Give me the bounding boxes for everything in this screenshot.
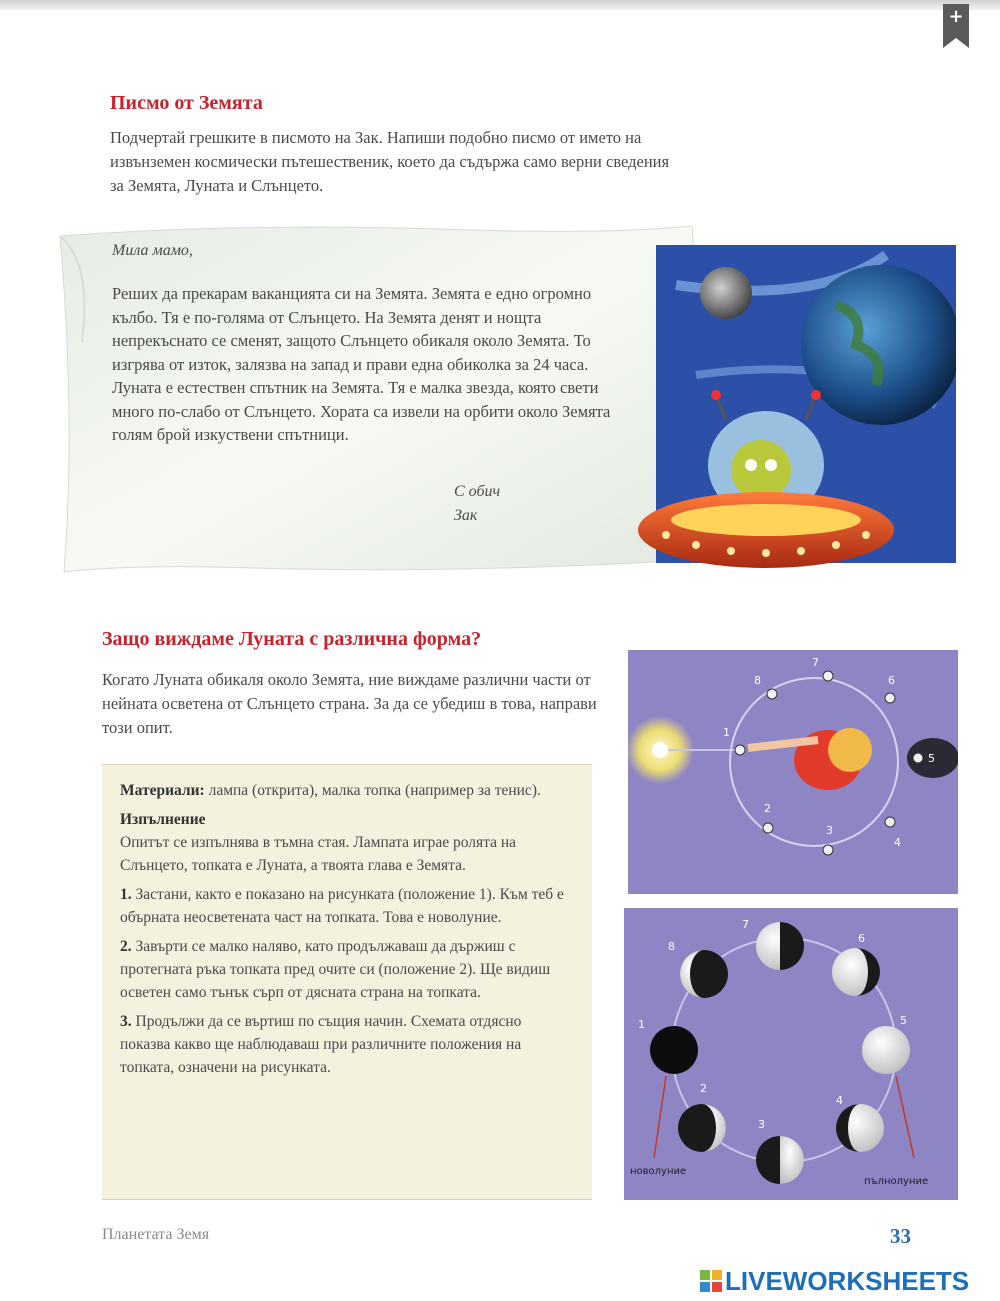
materials-text: лампа (открита), малка топка (например за тенис). [208, 782, 541, 799]
phase-number: 6 [858, 932, 865, 945]
letter-signature: Зак [454, 507, 478, 524]
moon-phases-figure [624, 908, 958, 1200]
top-shadow-bar [0, 0, 1000, 10]
step-text: Продължи да се въртиш по същия начин. Схемата отдясно показва какво ще наблюдаваш при различните положения на топката, означени на рисунката. [120, 1013, 522, 1076]
step-1 [120, 883, 574, 929]
section-title-letter: Писмо от Земята [110, 92, 263, 114]
letter-instructions: Подчертай грешките в писмото на Зак. Напиши подобно писмо от името на извънземен космически пътешественик, което да съдържа само верни сведения за Земята, Луната и Слънцето. [110, 128, 670, 195]
liveworksheets-brand[interactable] [700, 1266, 1000, 1296]
step-number: 1. [120, 886, 132, 903]
experiment-box [102, 764, 592, 1200]
position-label: 4 [894, 836, 901, 849]
section-title-moon-phases: Защо виждаме Луната с различна форма? [102, 628, 482, 650]
letter-body: Реших да прекарам ваканцията си на Земята. Земята е едно огромно кълбо. Тя е по-голяма от Слънцето. На Земята денят и нощта непрекъснато се сменят, защото Слънцето обикаля около Земята. То изгрява от изток, залязва на запад и прави една обиколка за 24 часа. Луната е естествен спътник на Земята. Тя е малка звезда, която свети много по-слабо от Слънцето. Хората са извели на орбити около Земята голям брой изкуствени спътници. [112, 284, 611, 444]
page-number: 33 [890, 1224, 911, 1248]
step-3 [120, 1010, 574, 1079]
step-2 [120, 935, 574, 1004]
position-label: 6 [888, 674, 895, 687]
letter-closing: С обич [454, 483, 501, 500]
letter-greeting: Мила мамо, [112, 242, 193, 259]
step-number: 2. [120, 938, 132, 955]
phase-number: 8 [668, 940, 675, 953]
space-ufo-illustration [636, 245, 956, 585]
procedure-intro: Опитът се изпълнява в тъмна стая. Лампата играе ролята на Слънцето, топката е Луната, а твоята глава е Земята. [120, 834, 517, 874]
phase-number: 7 [742, 918, 749, 931]
moon-phases-intro: Когато Луната обикаля около Земята, ние виждаме различни части от нейната осветена от Слънцето страна. За да се убедиш в това, направи този опит. [102, 670, 597, 737]
step-number: 3. [120, 1013, 132, 1030]
phase-number: 2 [700, 1082, 707, 1095]
position-label: 1 [723, 726, 730, 739]
materials-label: Материали: [120, 782, 205, 799]
experiment-setup-figure [628, 650, 958, 894]
plus-icon: + [948, 6, 964, 27]
full-moon-label: пълнолуние [864, 1176, 929, 1187]
brand-name: LIVEWORKSHEETS [725, 1266, 970, 1296]
liveworksheets-logo-icon [700, 1270, 722, 1292]
position-label: 3 [826, 824, 833, 837]
chapter-footer: Планетата Земя [102, 1226, 210, 1243]
add-bookmark-button[interactable] [943, 4, 969, 48]
position-label: 2 [764, 802, 771, 815]
procedure-title-row [120, 808, 574, 831]
phase-number: 1 [638, 1018, 645, 1031]
step-text: Застани, както е показано на рисунката (положение 1). Към теб е обърната неосветената част на топката. Това е новолуние. [120, 886, 564, 926]
letter-paper [52, 222, 702, 580]
phase-number: 3 [758, 1118, 765, 1131]
materials [120, 779, 574, 802]
procedure-title: Изпълнение [120, 811, 206, 828]
step-text: Завърти се малко наляво, като продължаваш да държиш с протегната ръка топката пред очите си (положение 2). Ще видиш осветен само тънък сърп от дясната страна на топката. [120, 938, 551, 1001]
phase-number: 4 [836, 1094, 843, 1107]
position-label: 8 [754, 674, 761, 687]
phase-number: 5 [900, 1014, 907, 1027]
new-moon-label: новолуние [630, 1166, 687, 1177]
position-label: 5 [928, 752, 935, 765]
position-label: 7 [812, 656, 819, 669]
